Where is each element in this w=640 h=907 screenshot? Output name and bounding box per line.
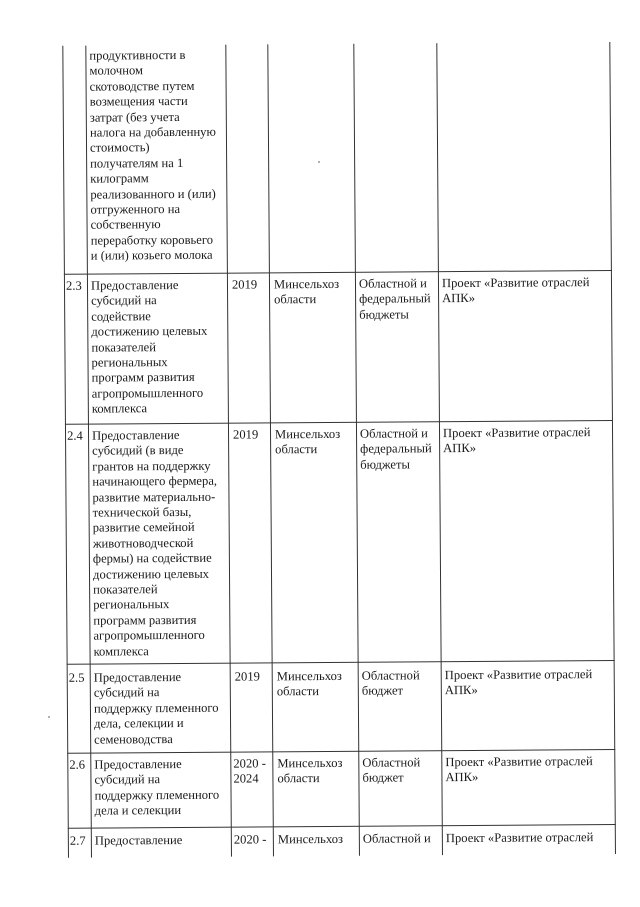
row-2-3-number: 2.3 xyxy=(65,278,82,293)
column-divider-funding xyxy=(436,43,443,855)
row-2-7-number: 2.7 xyxy=(69,833,86,848)
row-2-7-activity: Предоставление xyxy=(94,832,183,848)
row-divider-3 xyxy=(67,660,615,665)
row-2-6-funding: Областной бюджет xyxy=(362,755,421,786)
row-2-3-activity: Предоставление субсидий на содействие достижению целевых показателей региональных программ развития агропромышленного комплекса xyxy=(90,277,208,416)
column-divider-activity xyxy=(225,45,232,857)
row-2-4-number: 2.4 xyxy=(66,428,83,443)
row-2-7-funding: Областной и xyxy=(362,831,431,846)
row-2-7-executor: Минсельхоз xyxy=(277,831,344,847)
row-2-3-executor: Минсельхоз области xyxy=(273,276,340,307)
row-1-activity: продуктивности в молочном скотоводстве путем возмещения части затрат (без учета налога на добавленную стоимость) получателям на 1 килограмм реализованного и (или) отгруженного на собственную переработку коровьего и (или) козьего молока xyxy=(89,47,216,263)
row-2-4-executor: Минсельхоз области xyxy=(274,426,341,457)
table-border-left xyxy=(62,46,69,858)
row-2-4-period: 2019 xyxy=(232,427,259,442)
row-2-3-period: 2019 xyxy=(231,277,258,292)
row-2-5-executor: Минсельхоз области xyxy=(276,668,342,699)
row-divider-2 xyxy=(65,420,613,425)
table-border-right xyxy=(609,42,616,854)
row-2-6-executor: Минсельхоз области xyxy=(277,755,343,786)
scan-speck xyxy=(318,161,320,163)
row-2-5-activity: Предоставление субсидий на поддержку племенного дела, селекции и семеноводства xyxy=(93,669,219,747)
column-divider-period xyxy=(267,44,274,856)
row-divider-1 xyxy=(64,270,612,275)
row-2-6-result: Проект «Развитие отраслей АПК» xyxy=(445,754,593,785)
row-2-6-period: 2020 - 2024 xyxy=(233,756,266,787)
row-2-4-funding: Областной и федеральный бюджеты xyxy=(359,426,432,472)
row-2-7-result: Проект «Развитие отраслей xyxy=(445,830,594,846)
row-2-7-period: 2020 - xyxy=(233,832,267,847)
row-2-6-number: 2.6 xyxy=(69,757,86,772)
row-2-3-result: Проект «Развитие отраслей АПК» xyxy=(441,275,590,306)
row-2-5-funding: Областной бюджет xyxy=(361,668,420,699)
row-2-6-activity: Предоставление субсидий на поддержку племенного дела и селекции xyxy=(94,756,220,818)
row-2-4-result: Проект «Развитие отраслей АПК» xyxy=(442,425,591,456)
column-divider-executor xyxy=(353,44,360,856)
row-2-3-funding: Областной и федеральный бюджеты xyxy=(358,276,431,322)
row-2-4-activity: Предоставление субсидий (в виде грантов на поддержку начинающего фермера, развитие материально- технической базы, развитие семейной животноводческой фермы) на содействие достижению целевых показателей региональных программ развития агропромышленного комплекса xyxy=(91,427,218,659)
row-divider-4 xyxy=(67,749,615,754)
row-2-5-period: 2019 xyxy=(234,669,260,684)
scan-speck xyxy=(48,716,50,718)
row-2-5-result: Проект «Развитие отраслей АПК» xyxy=(444,667,593,698)
row-2-5-number: 2.5 xyxy=(68,670,85,685)
row-divider-5 xyxy=(68,824,616,829)
